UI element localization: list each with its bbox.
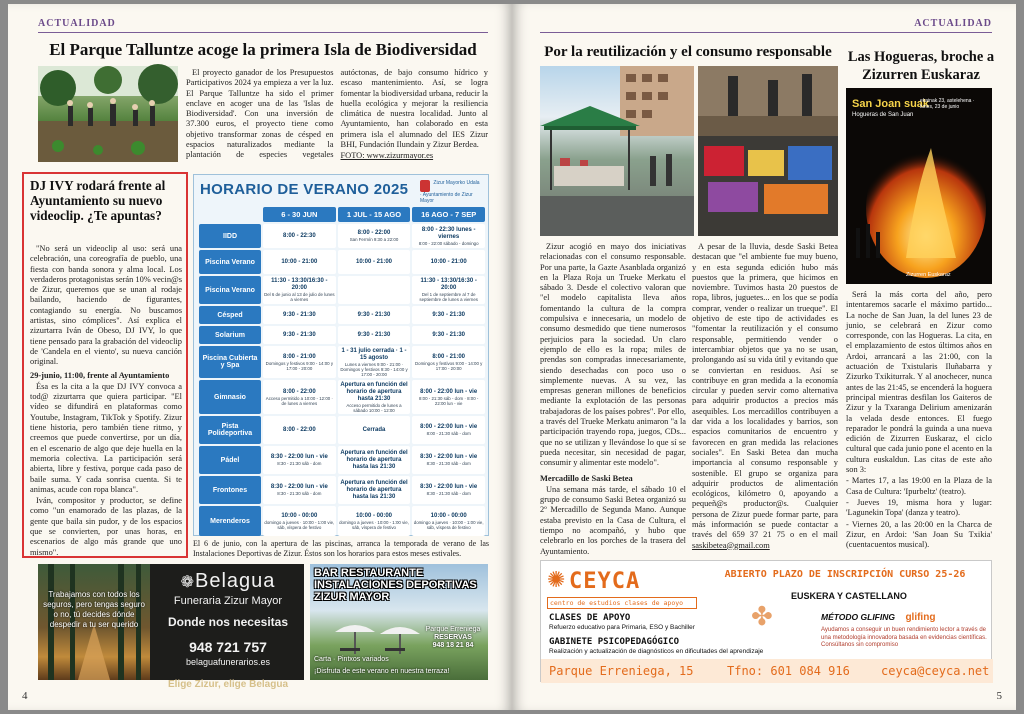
schedule-cell [338, 506, 411, 536]
ceyca-service1-title: CLASES DE APOYO [549, 613, 631, 623]
schedule-cell [338, 276, 411, 304]
schedule-cell [263, 506, 336, 536]
schedule-cell-main: 10:00 - 00:00 [430, 512, 467, 519]
schedule-row [199, 306, 485, 324]
dj-ivy-p1: "No será un videoclip al uso: será una celebración, una coreografía de pueblo, una fiesta con banda sonora y alma local. Los verdaderos protagonistas serán 10% vecin@s de Zizur, queremos que se unan al rodaje bailando, haciendo de figurantes, contagiando su energía. No buscamos artistas, sino cómplices". Así explica el zizurtarra Iván de Obeso, DJ IVY, lo que tiene pensado para la grabación del videoclip de 'Candela en el viento', su nueva canción original. [30, 244, 182, 367]
schedule-row [199, 416, 485, 444]
reutilizacion-text-2: Una semana más tarde, el sábado 10 el grupo de consumo Saski Betea organizó su 2º Mercadillo de Segunda Mano. Aunque estaba previsto en la Casa de Cultura, el tiempo no acompañó, y hubo que celebrarlo en los porches de la trasera del Ayuntamiento. [540, 484, 686, 556]
biodiversidad-body [186, 68, 488, 164]
schedule-cell-sub: Del 1 de septiembre al 7 de septiembre de lunes a viernes [419, 292, 478, 302]
dj-ivy-title: DJ IVY rodará frente al Ayuntamiento su nuevo videoclip. ¿Te apuntas? [30, 178, 166, 223]
schedule-caption: El 6 de junio, con la apertura de las piscinas, arranca la temporada de verano de las Instalaciones Deportivas de Zizur. Éstos son los horarios para estos meses estivales. [193, 539, 489, 558]
schedule-cell-main: 8:00 - 22:00 lun - vie [420, 424, 478, 430]
schedule-header: 1 JUL - 15 AGO [338, 207, 411, 222]
schedule-row [199, 250, 485, 274]
schedule-cell-main: 1 - 31 julio cerrada · 1 - 15 agosto [341, 347, 407, 361]
schedule-cell [338, 306, 411, 324]
schedule-row [199, 276, 485, 304]
schedule-cell [338, 326, 411, 344]
schedule-cell-main: 8:30 - 22:00 lun - vie [420, 454, 478, 460]
belagua-slogan: Donde nos necesitas [167, 615, 289, 629]
schedule-cell-sub: Acceso permitido de lunes a sábado 10:00 - 12:00 [346, 402, 402, 413]
town-logo [420, 180, 482, 202]
schedule-cell-main: 8:00 - 22:30 [282, 232, 316, 239]
glifing-logo: glifing [905, 612, 936, 623]
schedule-cell-sub: Domingos y festivos 9:00 - 14:00 y 17:00 - 20:00 [415, 360, 483, 371]
schedule-cell [412, 306, 485, 324]
schedule-cell [338, 346, 411, 378]
bar-street: Parque Erreniega [425, 626, 481, 633]
hogueras-poster [846, 88, 992, 284]
schedule-row-label: Piscina Cubierta y Spa [199, 346, 261, 378]
schedule-cell [263, 250, 336, 274]
schedule-cell [338, 476, 411, 504]
hogueras-text: Será la más corta del año, pero intentaremos sacarle el máximo partido... La noche de San Juan, la del lunes 23 de junio, se celebrará en Zizur como corresponde, con las Hogueras. La cita, en el emplazamiento de estos últimos años en Ardoi, arrancará a las 21:00, con la actuación de Txistularis Iluñabarra y Zizurko Txikiturrak. Y al anochecer, nunca antes de las 21:45, se encenderá la hoguera principal mientras desfilan los Gaiteros de Zizur y la Txaranga Delirium amenizarán la velada desde entonces. El fuego reparador le pondrá la guinda a una nueva edición de Zizurren Euskaraz, el ciclo cultural que cada junio pone el acento en la cultura euskaldun. Las citas de este año son 3: [846, 290, 992, 475]
schedule-cell-sub: 8:00 - 22:00 sábado - domingo [418, 240, 479, 246]
schedule-cell-sub: 8:30 - 21:30 sáb - dom [277, 461, 322, 466]
schedule-cell-main: Cerrada [362, 426, 386, 433]
schedule-cell [263, 346, 336, 378]
schedule-cell-main: 10:00 - 21:00 [281, 258, 318, 265]
magazine-spread [8, 4, 1016, 710]
terrace-umbrellas-icon [330, 618, 430, 658]
biodiversidad-text: El proyecto ganador de los Presupuestos Participativos 2024 ya empieza a ver la luz. El Parque Talluntze ha sido el primer enclave en acoger una de las 'Islas de Biodiversidad'. Con una inversión de 37.300 euros, el proyecto tiene como objetivo transformar zonas de césped en espacios naturalizados mediante la plantación de especies vegetales autóctonas, de bajo consumo hídrico y escaso mantenimiento. Así, se logra fomentar la biodiversidad urbana, reducir la huella ecológica y mejorar la resiliencia climática de nuestra localidad. Junto al Ayuntamiento, han colaborado en esta primera isla el alumnado del IES Zizur BHI, Fundación Ilundain y Zizur Berdea. [186, 68, 488, 160]
saski-subhead: Mercadillo de Saski Betea [540, 473, 633, 483]
schedule-cell-main: 8:00 - 22:00 [282, 388, 316, 395]
belagua-brand-block [156, 570, 300, 690]
schedule-grid [199, 207, 485, 538]
schedule-cell [412, 380, 485, 414]
schedule-row-label: Pista Polideportiva [199, 416, 261, 444]
schedule-cell-main: Apertura en función del horario de apertura hasta las 21:30 [340, 449, 408, 470]
schedule-cell [412, 416, 485, 444]
reutilizacion-col2 [692, 242, 838, 562]
schedule-cell-sub: domingo a jueves · 10:00 - 1:00 vie, sáb, víspera de festivo [339, 519, 409, 530]
schedule-cell-main: 8:00 - 22:00 [282, 426, 316, 433]
belagua-phone[interactable]: 948 721 757 [189, 639, 267, 655]
schedule-cell-main: 9:30 - 21:30 [432, 311, 466, 318]
schedule-cell [412, 446, 485, 474]
bar-menu: Carta · Pintxos variados [314, 656, 389, 663]
schedule-cell-main: 8:30 - 22:00 lun - vie [270, 454, 328, 460]
ceyca-method [821, 607, 987, 650]
schedule-row-label: IIDD [199, 224, 261, 248]
schedule-cell-main: 11:30 - 13:30/16:30 - 20:00 [420, 278, 477, 291]
reutilizacion-text-1: Zizur acogió en mayo dos iniciativas relacionadas con el consumo responsable. Por una parte, la Gazte Asanblada organizó en la Plaza Roja un Trueke Merkatu el sábado 3. Desde el colectivo valoran que "el modelo capitalista lleva años fomentando la cultura de la compra compulsiva e innecesaria, un modelo de consumo desmedido que tiene numerosos perjuicios para la sociedad. Un claro ejemplo de ello es la ropa; miles de prendas son compradas innecesariamente, siendo desechadas con poco uso o simplemente nuevas. A su vez, las empresas generan millones de beneficios mediante la explotación de las personas trabajadoras de los países pobres". Por ello, a través del Trueke Merkatu animaron "a la participación trayendo ropa, juegos, CDs... que no se utilizan y llevándose lo que sí se pueda necesitar, sin necesidad de pagar, consumir y alimentar este modelo". [540, 242, 686, 468]
schedule-cell [338, 250, 411, 274]
schedule-cell [338, 446, 411, 474]
poster-sub: Hogueras de San Juan [852, 112, 914, 118]
schedule-cell-sub: 8:00 - 21:30 sáb - dom [426, 431, 471, 436]
bonfire-icon [846, 128, 992, 268]
belagua-ad [38, 564, 304, 690]
schedule-row [199, 224, 485, 248]
schedule-row-label: Césped [199, 306, 261, 324]
schedule-cell [263, 446, 336, 474]
schedule-cell [412, 326, 485, 344]
puzzle-icon: ✤ [751, 601, 773, 631]
bar-title: BAR RESTAURANTE INSTALACIONES DEPORTIVAS ZIZUR MAYOR [314, 567, 477, 603]
schedule-cell [412, 476, 485, 504]
belagua-subbrand: Funeraria Zizur Mayor [173, 595, 283, 607]
bar-contact [422, 626, 484, 650]
article-title-biodiversidad: El Parque Talluntze acoge la primera Isla de Biodiversidad [49, 40, 477, 59]
ceyca-phone[interactable]: Tfno: 601 084 916 [727, 664, 850, 678]
header-rule [38, 32, 488, 33]
dj-ivy-p3: Iván, compositor y productor, se define como "un enamorado de las plazas, de la gente que baila sin pudor, y de los espacios que se convierten, por unas horas, en escenarios de algo más grande que uno mismo". [30, 496, 182, 557]
bar-phone[interactable]: 948 18 21 84 [432, 642, 474, 649]
schedule-cell-main: 8:30 - 22:00 lun - vie [270, 484, 328, 490]
schedule-cell-main: 9:30 - 21:30 [357, 311, 391, 318]
schedule-cell-sub: 8:30 - 21:30 sáb - dom [277, 491, 322, 496]
schedule-cell-main: 11:30 - 13:30/16:30 - 20:00 [271, 278, 328, 291]
market-photo-1 [540, 66, 694, 236]
schedule-title: HORARIO DE VERANO 2025 [200, 181, 409, 198]
schedule-cell [338, 224, 411, 248]
schedule-row [199, 326, 485, 344]
schedule-cell-main: 10:00 - 00:00 [355, 512, 393, 519]
poster-footer: Zizurren Euskaraz [906, 272, 951, 278]
header-rule [540, 32, 992, 33]
schedule-cell-main: 8:00 - 21:00 [282, 353, 316, 360]
schedule-row-label: Piscina Verano [199, 250, 261, 274]
ceyca-service1-text: Refuerzo educativo para Primaria, ESO y Bachiller [549, 624, 695, 631]
schedule-row [199, 380, 485, 414]
schedule-cell [412, 224, 485, 248]
belagua-web[interactable]: belaguafunerarios.es [185, 657, 271, 667]
schedule-header: 6 - 30 JUN [263, 207, 336, 222]
schedule-row-label: Frontones [199, 476, 261, 504]
foto-credit-link[interactable]: FOTO: www.zizurmayor.es [340, 151, 434, 161]
schedule-cell-main: 8:00 - 21:00 [432, 353, 466, 360]
schedule-cell [412, 346, 485, 378]
hogueras-item: - Viernes 20, a las 20:00 en la Charca de Zizur, en Ardoi: 'San Joan Su Txikia' (cuentacuentos musical). [846, 519, 992, 550]
belagua-tagline: Trabajamos con todos los seguros, pero tengas seguro o no, tú decides dónde despedir a tu ser querido [43, 590, 145, 629]
schedule-cell-sub: Acceso permitido a 10:00 - 12:00 · de lunes a viernes [265, 395, 333, 406]
schedule-row [199, 506, 485, 536]
schedule-cell-main: 10:00 - 00:00 [281, 512, 318, 519]
schedule-cell-sub: Lunes a viernes 9:00 - 21:00 · Domingos y festivos 9:30 - 14:00 y 17:00 - 20:00 [340, 361, 408, 377]
page-number: 4 [22, 690, 28, 702]
logo-text: Zizur Mayorko Udala · Ayuntamiento de Zizur Mayor [420, 180, 480, 204]
schedule-cell [263, 276, 336, 304]
schedule-cell [263, 326, 336, 344]
poster-title: San Joan suak [852, 98, 930, 110]
park-photo [38, 66, 178, 162]
bar-reservas: RESERVAS [434, 634, 472, 641]
schedule-cell-main: 9:30 - 21:30 [357, 331, 391, 338]
schedule-cell-main: 8:00 - 22:00 lun - vie [420, 388, 478, 395]
schedule-cell-sub: 8:30 - 21:30 sáb - dom [426, 491, 471, 496]
section-tag: ACTUALIDAD [38, 18, 116, 29]
dj-ivy-p2: Ésa es la cita a la que DJ IVY convoca a tod@ zizurtarra que quiera participar. "El vídeo se difundirá en plataformas como Youtube, Instagram, TikTok y Spotify. Zizur tiene historia, pero también tiene ritmo, y creemos que puede convertirse, por un día, en el escenario de algo que deje huella en la memoria colectiva. La participación será abierta, libre y festiva, porque cada paso de baile suma. Y cada sonrisa cuenta. Si te animas, acude con ropa blanca". [30, 381, 182, 494]
belagua-footer: Elige Zizur, elige Belagua [167, 679, 289, 690]
poster-date: ekainak 23, astelehena · lunes, 23 de junio [920, 98, 975, 110]
hogueras-item: - Martes 17, a las 19:00 en la Plaza de la Casa de Cultura: 'Ipurbeltz' (teatro). [846, 476, 992, 496]
schedule-cell-main: 10:00 - 21:00 [430, 258, 467, 265]
schedule-cell [263, 476, 336, 504]
schedule-cell [338, 416, 411, 444]
schedule-cell-main: 9:30 - 21:30 [282, 311, 316, 318]
schedule-cell-main: 9:30 - 21:30 [432, 331, 466, 338]
schedule-cell-main: 8:30 - 22:00 lun - vie [420, 484, 478, 490]
schedule-cell-sub: Domingos y festivos 9:00 - 14:00 y 17:00 - 20:00 [265, 360, 334, 371]
ceyca-service2-text: Realización y actualización de diagnósticos en dificultades del aprendizaje [549, 648, 764, 655]
ceyca-lang: EUSKERA Y CASTELLANO [791, 591, 907, 601]
schedule-cell [263, 380, 336, 414]
schedule-row-label: Gimnasio [199, 380, 261, 414]
schedule-cell-main: 9:30 - 21:30 [282, 331, 316, 338]
belagua-brand: ❁Belagua [180, 570, 276, 592]
schedule-row-label: Piscina Verano [199, 276, 261, 304]
flower-logo-icon: ❁ [180, 574, 195, 591]
schedule-row [199, 346, 485, 378]
bar-footer: ¡Disfruta de este verano en nuestra terraza! [314, 668, 450, 675]
ceyca-service2-title: GABINETE PSICOPEDAGÓGICO [549, 637, 680, 647]
page-number: 5 [996, 690, 1002, 702]
schedule-cell [412, 506, 485, 536]
market-photo-2 [698, 66, 838, 236]
schedule-cell [263, 416, 336, 444]
schedule-cell-sub: domingo a jueves · 10:00 - 1:00 vie, sáb, víspera de festivo [264, 519, 335, 530]
schedule-cell-main: 8:00 - 22:30 lunes - viernes [421, 226, 476, 240]
hogueras-body [846, 290, 992, 590]
schedule-cell-main: Apertura en función del horario de apertura hasta 21:30 [340, 381, 408, 402]
dj-ivy-subhead: 29-junio, 11:00, frente al Ayuntamiento [30, 370, 170, 380]
schedule-row [199, 476, 485, 504]
schedule-cell [412, 276, 485, 304]
schedule-cell-sub: San Fermín 9:30 a 22:00 [349, 237, 399, 242]
schedule-cell [338, 380, 411, 414]
schedule-cell-sub: domingo a jueves · 10:00 - 1:00 vie, sáb, víspera de festivo [413, 519, 484, 530]
ceyca-brand: CEYCA [569, 569, 641, 594]
section-tag: ACTUALIDAD [914, 18, 992, 29]
schedule-header: 16 AGO - 7 SEP [412, 207, 485, 222]
reutilizacion-text-3: A pesar de la lluvia, desde Saski Betea destacan que "el ambiente fue muy bueno, y en esta segunda edición hubo más puestos que la primera, que hicimos en noviembre. Tuvimos hasta 20 puestos de ropa, libros, juguetes... en los que se podía comprar, vender o realizar un trueque". El objetivo de este tipo de actividades es "fomentar la reutilización y el consumo responsable, permitiendo vender o intercambiar objetos que ya no se usan, prolongando así su vida útil y evitando que se conviertan en residuos. Así se contribuye en gran medida a la economía circular y pueden servir como alternativa para adquirir productos a precios más asequibles. Los mercadillos contribuyen a dar vida a los localidades y barrios, son espacios comunitarios de encuentro y favorecen en gran medida las relaciones sociales". En Saski Betea dan mucha importancia al consumo responsable y sostenible. El grupo se organiza para adquirir productos de alimentación ecológicos, kilómetro 0, apoyando a pequeñ@s productor@s. Cualquier persona de Zizur puede formar parte, para más información se puede contactar a través del 659 37 21 75 o en el mail saskibetea@gmail.com [692, 242, 838, 550]
ceyca-email[interactable]: ceyca@ceyca.net [881, 664, 990, 678]
summer-schedule [193, 174, 489, 536]
schedule-row [199, 446, 485, 474]
hogueras-item: - Jueves 19, misma hora y lugar: 'Lagunekin Topa' (danza y teatro). [846, 497, 992, 518]
ceyca-address: Parque Erreniega, 15 [549, 664, 694, 678]
ceyca-headline: ABIERTO PLAZO DE INSCRIPCIÓN CURSO 25-26 [724, 569, 966, 580]
saski-email-link[interactable]: saskibetea@gmail.com [692, 540, 770, 550]
method-title: MÉTODO GLIFING [821, 612, 895, 622]
ceyca-brand-sub: centro de estudios clases de apoyo [547, 597, 697, 609]
article-title-reutilizacion: Por la reutilización y el consumo responsable [544, 44, 832, 60]
schedule-row-label: Pádel [199, 446, 261, 474]
left-page [8, 4, 512, 710]
schedule-cell [412, 250, 485, 274]
schedule-cell-sub: 8:30 - 21:30 sáb - dom [426, 461, 471, 466]
schedule-row-label: Solarium [199, 326, 261, 344]
town-crest-icon [420, 180, 430, 192]
schedule-header-row [199, 207, 485, 222]
ceyca-ad [540, 560, 992, 682]
bar-restaurante-ad [310, 564, 488, 680]
dj-ivy-body [30, 244, 182, 557]
schedule-cell [263, 306, 336, 324]
schedule-row-label: Merenderos [199, 506, 261, 536]
hogueras-title: Las Hogueras, broche a Zizurren Euskaraz [847, 49, 995, 83]
right-page [512, 4, 1016, 710]
schedule-cell-sub: Del 6 de junio al 13 de julio de lunes a viernes [264, 292, 335, 302]
schedule-cell-main: 8:00 - 22:00 [357, 230, 391, 236]
schedule-cell-main: 10:00 - 21:00 [355, 258, 393, 265]
schedule-cell-main: Apertura en función del horario de apertura hasta las 21:30 [340, 479, 408, 500]
schedule-cell-sub: 8:00 - 21:30 sáb - dom · 8:00 - 22:00 lun - vie [419, 395, 479, 406]
method-text: Ayudamos a conseguir un buen rendimiento lector a través de una metodología innovadora basada en evidencias científicas. Consúltanos sin compromiso [821, 627, 987, 648]
gear-logo-icon: ✺ [547, 567, 566, 592]
schedule-cell [263, 224, 336, 248]
